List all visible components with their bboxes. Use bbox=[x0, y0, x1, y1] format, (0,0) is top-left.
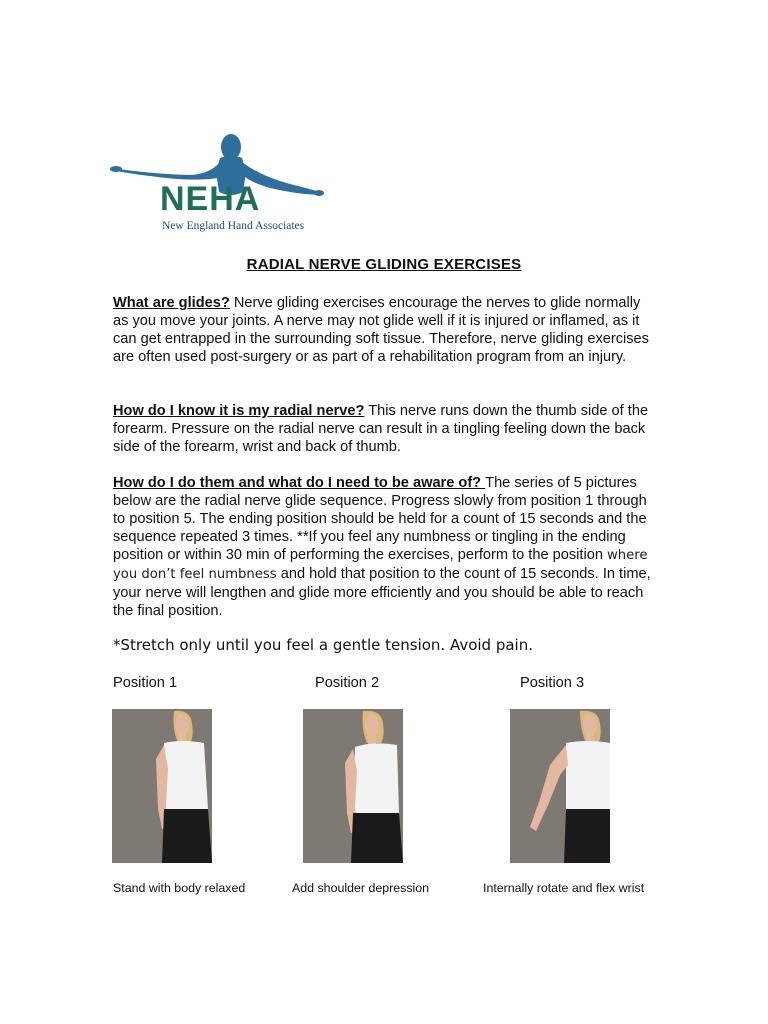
logo-subtitle: New England Hand Associates bbox=[162, 220, 305, 232]
section-how-to bbox=[113, 474, 658, 620]
position-1-caption: Stand with body relaxed bbox=[113, 881, 246, 895]
stretch-warning: *Stretch only until you feel a gentle tension. Avoid pain. bbox=[113, 636, 533, 654]
position-1-label: Position 1 bbox=[113, 675, 178, 691]
position-1-photo bbox=[112, 709, 212, 863]
section-body: The series of 5 pictures below are the radial nerve glide sequence. Progress slowly from position 1 through to position 5. The ending position should be held for a count of 15 seconds and the sequence repeated 3 times. **If you feel any numbness or tingling in the ending position or within 30 min of performing the exercises, perform to the position bbox=[113, 475, 647, 563]
section-body: This nerve runs down the thumb side of the forearm. Pressure on the radial nerve can result in a tingling feeling down the back side of the forearm, wrist and back of thumb. bbox=[113, 403, 649, 455]
position-2-photo bbox=[303, 709, 403, 863]
section-body-emphasis: where you don’t feel numbness bbox=[113, 548, 648, 582]
position-3-caption: Internally rotate and flex wrist bbox=[483, 881, 645, 895]
position-3-label: Position 3 bbox=[520, 675, 585, 691]
page-title: RADIAL NERVE GLIDING EXERCISES bbox=[246, 256, 522, 273]
section-what-are-glides bbox=[113, 294, 658, 366]
section-radial-nerve bbox=[113, 402, 658, 456]
section-heading: How do I know it is my radial nerve? bbox=[113, 403, 365, 419]
section-body: Nerve gliding exercises encourage the nerves to glide normally as you move your joints. A nerve may not glide well if it is injured or inflamed, as it can get entrapped in the surrounding soft tissue. Therefore, nerve gliding exercises are often used post-surgery or as part of a rehabilitation program from an injury. bbox=[113, 295, 649, 365]
section-heading: What are glides? bbox=[113, 295, 230, 311]
position-3-photo bbox=[510, 709, 610, 863]
section-heading: How do I do them and what do I need to be aware of? bbox=[113, 475, 486, 491]
position-2-caption: Add shoulder depression bbox=[292, 881, 430, 895]
neha-logo bbox=[110, 132, 325, 240]
logo-wordmark: NEHA bbox=[160, 180, 261, 218]
position-2-label: Position 2 bbox=[315, 675, 380, 691]
section-body: and hold that position to the count of 15 seconds. In time, your nerve will lengthen and glide more efficiently and you should be able to reach the final position. bbox=[113, 566, 651, 619]
